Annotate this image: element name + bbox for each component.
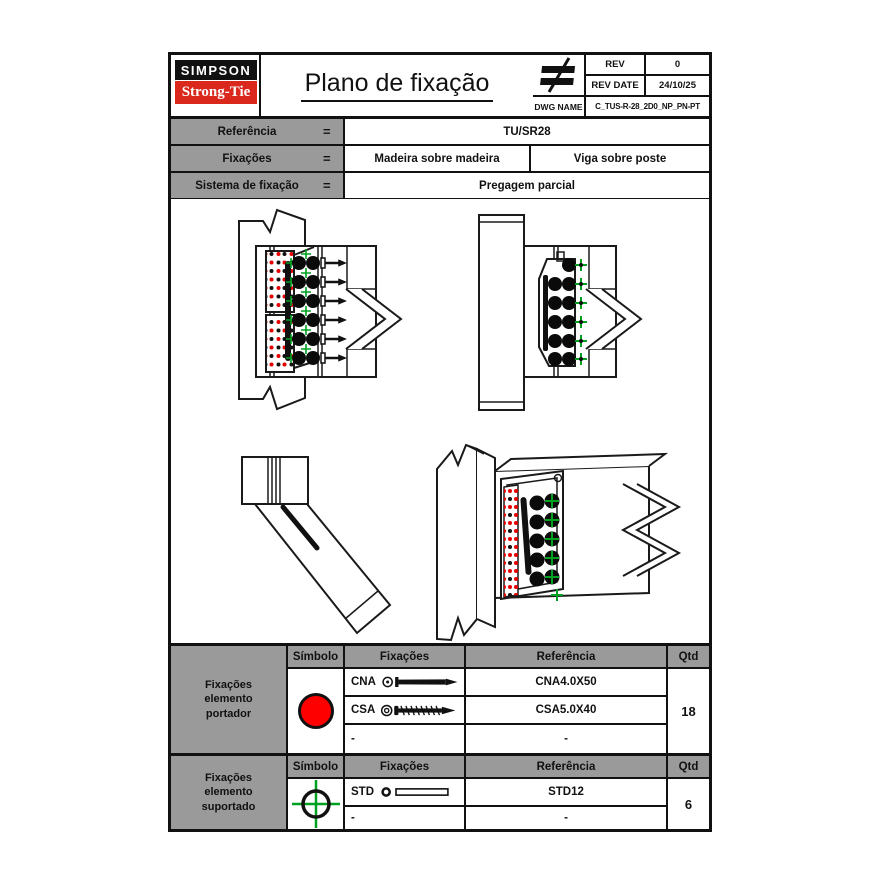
front-view-drawing: [239, 210, 401, 409]
rev-label: REV: [586, 55, 644, 74]
rev-date-label: REV DATE: [586, 76, 644, 95]
drawing-frame: [168, 52, 712, 832]
qty-cell: 6: [668, 779, 709, 829]
fixing-code: CSA: [351, 704, 376, 716]
technical-drawing: [171, 199, 709, 643]
beam: [255, 504, 390, 633]
col-header-symbol: Símbolo: [288, 646, 343, 667]
group-label: Fixações elemento suportado: [171, 756, 286, 829]
fixing-row: [345, 697, 464, 723]
reference-value: TU/SR28: [345, 119, 709, 144]
fixings-row-label: Fixações =: [171, 146, 343, 171]
reference-cell: -: [466, 725, 666, 753]
rev-date-value: 24/10/25: [646, 76, 709, 95]
title-block: [171, 55, 709, 119]
page-title-cell: [261, 55, 533, 116]
fixings-values: [345, 146, 709, 171]
supported-fasteners-table: [171, 753, 709, 829]
fixing-code: -: [351, 733, 355, 745]
top-view-drawing: [242, 457, 390, 633]
qty-cell: 18: [668, 669, 709, 753]
side-view-drawing: [479, 215, 641, 410]
dwg-name-label: DWG NAME: [533, 97, 584, 116]
dowel-icon: [379, 784, 464, 800]
screw-icon: [380, 701, 464, 720]
symbol-cell: [288, 669, 343, 753]
carrier-fasteners-table: [171, 643, 709, 753]
logo: [171, 55, 261, 116]
fixing-code: STD: [351, 786, 374, 798]
system-value: Pregagem parcial: [345, 173, 709, 198]
col-header-reference: Referência: [466, 756, 666, 777]
revision-block: [533, 55, 709, 116]
reference-cell: STD12: [466, 779, 666, 805]
green-crosshair-symbol: [290, 779, 342, 829]
col-header-qty: Qtd: [668, 756, 709, 777]
post: [479, 215, 524, 410]
equals-sign: =: [323, 124, 331, 139]
logo-strongtie: Strong-Tie: [175, 81, 257, 104]
dwg-name-value: C_TUS-R-28_2D0_NP_PN-PT: [586, 97, 709, 116]
isometric-view-drawing: [437, 445, 679, 640]
symbol-cell: [288, 779, 343, 829]
post: [437, 445, 477, 640]
fixing-code: -: [351, 812, 355, 824]
equals-sign: =: [323, 151, 331, 166]
slot-bar: [543, 275, 548, 351]
equals-sign: =: [323, 178, 331, 193]
reference-row-label: Referência =: [171, 119, 343, 144]
fixing-row: [345, 669, 464, 695]
col-header-symbol: Símbolo: [288, 756, 343, 777]
logo-simpson: SIMPSON: [175, 60, 257, 80]
col-header-fixings: Fixações: [345, 646, 464, 667]
drawing-views: [171, 199, 709, 643]
fixings-value-1: Madeira sobre madeira: [345, 146, 529, 171]
nail-icon: [381, 673, 464, 691]
col-header-reference: Referência: [466, 646, 666, 667]
reference-table: [171, 119, 709, 199]
projection-symbol-icon: [533, 55, 584, 95]
fixing-code: CNA: [351, 676, 376, 688]
group-label: Fixações elemento portador: [171, 646, 286, 753]
slot-bar: [285, 261, 291, 361]
col-header-fixings: Fixações: [345, 756, 464, 777]
fixing-row: [345, 725, 464, 753]
system-row-label: Sistema de fixação =: [171, 173, 343, 198]
reference-cell: CNA4.0X50: [466, 669, 666, 695]
reference-cell: CSA5.0X40: [466, 697, 666, 723]
page-title: Plano de fixação: [301, 69, 494, 102]
col-header-qty: Qtd: [668, 646, 709, 667]
fixing-row: [345, 779, 464, 805]
rev-value: 0: [646, 55, 709, 74]
fixing-row: [345, 807, 464, 829]
post: [242, 457, 308, 504]
reference-cell: -: [466, 807, 666, 829]
red-circle-symbol: [298, 693, 334, 729]
fixings-value-2: Viga sobre poste: [531, 146, 709, 171]
